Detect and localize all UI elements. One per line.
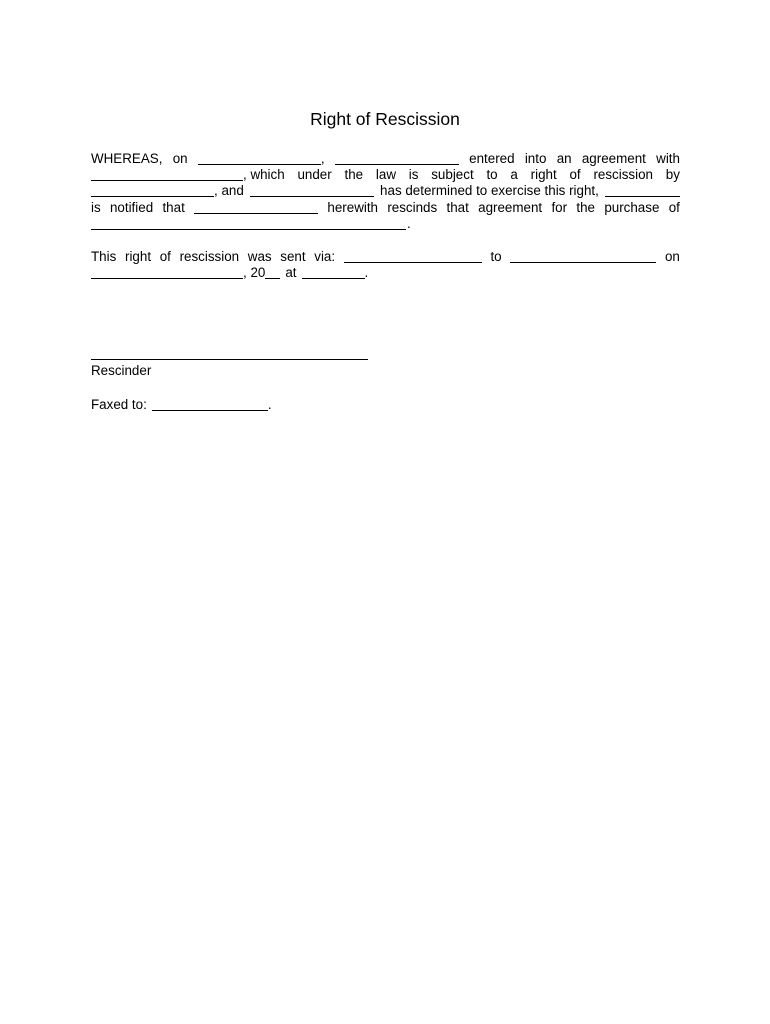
text-by: by (665, 167, 680, 182)
paragraph-1-line-1 (91, 150, 680, 167)
party-3-field-group (91, 183, 244, 199)
text-and: , and (214, 183, 244, 198)
text-notified: notified (109, 200, 154, 215)
faxed-to-blank[interactable] (152, 409, 268, 411)
text-herewith: herewith (327, 200, 379, 215)
date-field-group (198, 151, 325, 167)
text-whereas: WHEREAS, (91, 151, 163, 166)
text-comma-20: , 20 (243, 265, 266, 280)
text-of-3: of (159, 249, 171, 264)
text-sent: sent (280, 249, 306, 264)
text-under: under (297, 167, 332, 182)
text-right-2: right (124, 249, 152, 264)
text-this: This (91, 249, 117, 264)
text-comma: , (320, 151, 325, 166)
text-rescission-2: rescission (179, 249, 240, 264)
paragraph-2-line-2 (91, 264, 680, 281)
purchase-item-blank[interactable] (91, 228, 406, 230)
paragraph-1-line-3 (91, 182, 680, 199)
text-on: on (172, 151, 188, 166)
text-period: . (407, 216, 411, 231)
party-3-blank[interactable] (91, 195, 214, 197)
sent-date-blank[interactable] (91, 277, 243, 279)
sent-via-blank[interactable] (344, 261, 482, 263)
sent-to-blank[interactable] (510, 261, 656, 263)
text-that: that (162, 200, 185, 215)
text-has-determined: has determined to exercise this right, (380, 183, 599, 198)
paragraph-2-line-1 (91, 248, 680, 265)
paragraph-1-line-5 (91, 215, 680, 232)
rescinder-name-blank[interactable] (194, 212, 318, 214)
paragraph-1-line-4 (91, 199, 680, 216)
signature-line[interactable] (91, 359, 368, 360)
text-entered: entered (469, 151, 515, 166)
text-agreement-2: agreement (478, 200, 543, 215)
paragraph-1-line-2 (91, 166, 680, 183)
text-the: the (344, 167, 364, 182)
document-title: Right of Rescission (310, 109, 460, 129)
year-blank[interactable] (265, 277, 280, 279)
text-is: is (408, 167, 419, 182)
text-period-3: . (267, 397, 272, 412)
text-via: via: (314, 249, 336, 264)
text-right: right (530, 167, 557, 182)
text-into: into (524, 151, 547, 166)
text-purchase: purchase (604, 200, 660, 215)
text-for: for (551, 200, 568, 215)
text-law: law (375, 167, 396, 182)
text-is-2: is (91, 200, 101, 215)
text-rescinds: rescinds (387, 200, 438, 215)
text-to-2: to (490, 249, 502, 264)
text-period-2: . (364, 265, 369, 280)
faxed-to-label: Faxed to: (91, 397, 147, 412)
party-2-blank[interactable] (91, 179, 243, 181)
text-to: to (486, 167, 498, 182)
text-an: an (556, 151, 572, 166)
text-a: a (510, 167, 518, 182)
text-which: , which (243, 167, 285, 182)
text-on-2: on (664, 249, 680, 264)
party-2-field-group (91, 167, 285, 183)
party-5-blank[interactable] (605, 195, 680, 197)
text-the-2: the (576, 200, 596, 215)
text-with: with (656, 151, 680, 166)
time-blank[interactable] (302, 277, 365, 279)
text-agreement: agreement (581, 151, 646, 166)
text-rescission: rescission (593, 167, 653, 182)
text-subject: subject (431, 167, 474, 182)
text-was: was (247, 249, 272, 264)
date-blank[interactable] (198, 163, 321, 165)
text-at: at (285, 265, 297, 280)
party-1-blank[interactable] (335, 163, 459, 165)
text-of-2: of (668, 200, 680, 215)
rescinder-label: Rescinder (91, 363, 152, 378)
party-4-blank[interactable] (250, 195, 374, 197)
text-that-2: that (446, 200, 469, 215)
faxed-to-line (91, 396, 680, 413)
text-of: of (569, 167, 581, 182)
